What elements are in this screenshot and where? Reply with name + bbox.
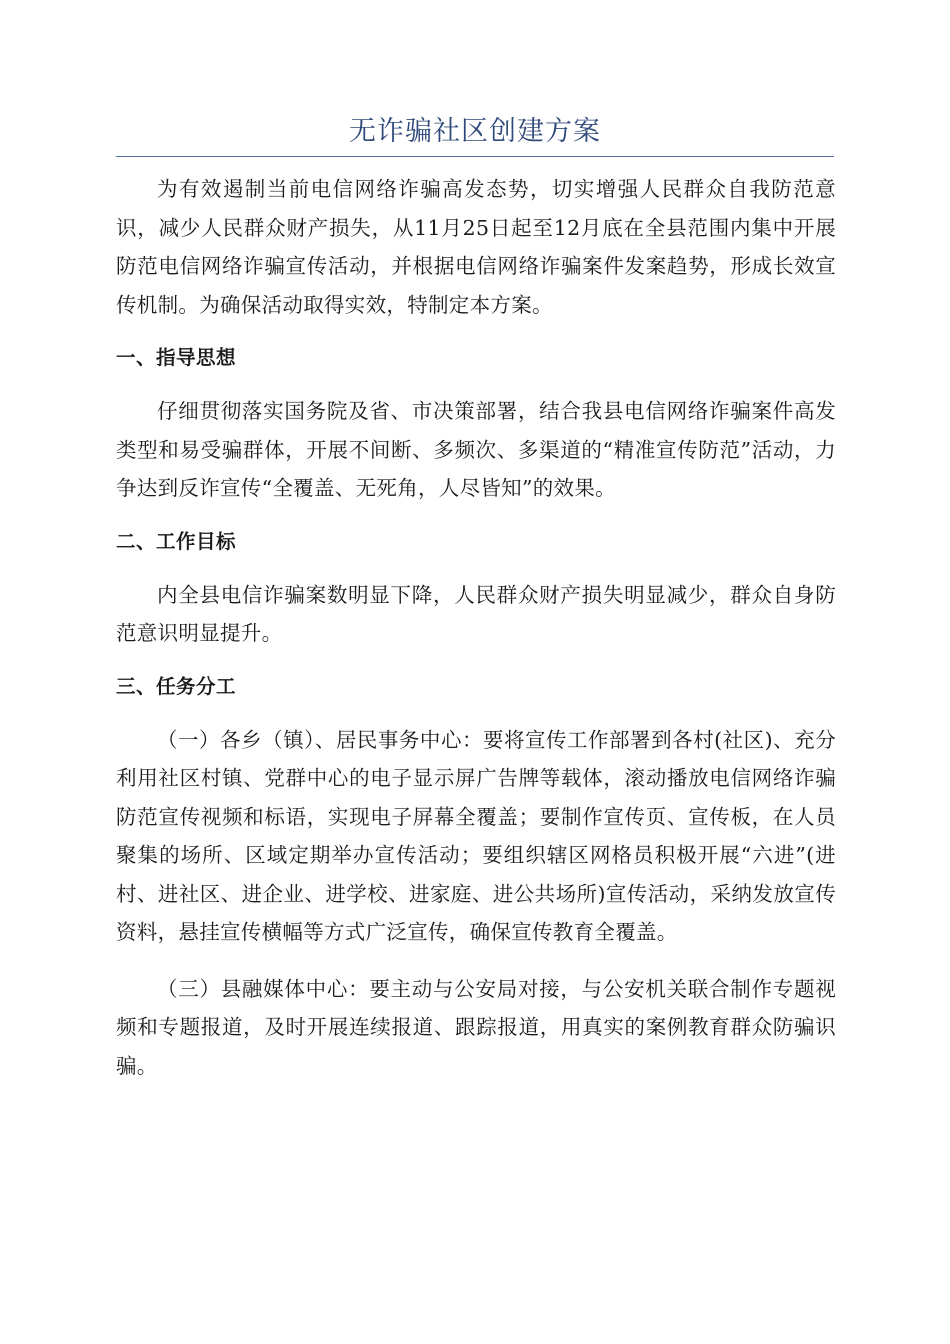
section-heading-task-division: 三、任务分工 <box>116 674 237 698</box>
section-heading-work-goals: 二、工作目标 <box>116 529 237 553</box>
section-paragraph: 内全县电信诈骗案数明显下降，人民群众财产损失明显减少，群众自身防范意识明显提升。 <box>116 582 836 645</box>
title-block <box>116 112 834 157</box>
section-paragraph: 仔细贯彻落实国务院及省、市决策部署，结合我县电信网络诈骗案件高发类型和易受骗群体，开展不间断、多频次、多渠道的“精准宣传防范”活动，力争达到反诈宣传“全覆盖、无死角，人尽皆知”的效果。 <box>116 399 836 500</box>
section-paragraph: （三）县融媒体中心：要主动与公安局对接，与公安机关联合制作专题视频和专题报道，及时开展连续报道、跟踪报道，用真实的案例教育群众防骗识骗。 <box>116 976 836 1078</box>
spacer <box>116 952 836 970</box>
spacer <box>116 508 836 523</box>
spacer <box>116 377 836 392</box>
document-body <box>116 170 836 1085</box>
intro-paragraph: 为有效遏制当前电信网络诈骗高发态势，切实增强人民群众自我防范意识，减少人民群众财产损失，从11月25日起至12月底在全县范围内集中开展防范电信网络诈骗宣传活动，并根据电信网络诈骗案件发案趋势，形成长效宣传机制。为确保活动取得实效，特制定本方案。 <box>116 177 836 317</box>
spacer <box>116 561 836 576</box>
document-title: 无诈骗社区创建方案 <box>349 116 601 147</box>
section-heading-guiding-ideology: 一、指导思想 <box>116 346 237 369</box>
spacer <box>116 324 836 339</box>
spacer <box>116 653 836 668</box>
section-paragraph: （一）各乡（镇）、居民事务中心：要将宣传工作部署到各村(社区)、充分利用社区村镇、党群中心的电子显示屏广告牌等载体，滚动播放电信网络诈骗防范宣传视频和标语，实现电子屏幕全覆盖；要制作宣传页、宣传板，在人员聚集的场所、区域定期举办宣传活动；要组织辖区网格员积极开展“六进”(进村、进社区、进企业、进学校、进家庭、进公共场所)宣传活动，采纳发放宣传资料，悬挂宣传横幅等方式广泛宣传，确保宣传教育全覆盖。 <box>116 727 836 944</box>
spacer <box>116 706 836 721</box>
